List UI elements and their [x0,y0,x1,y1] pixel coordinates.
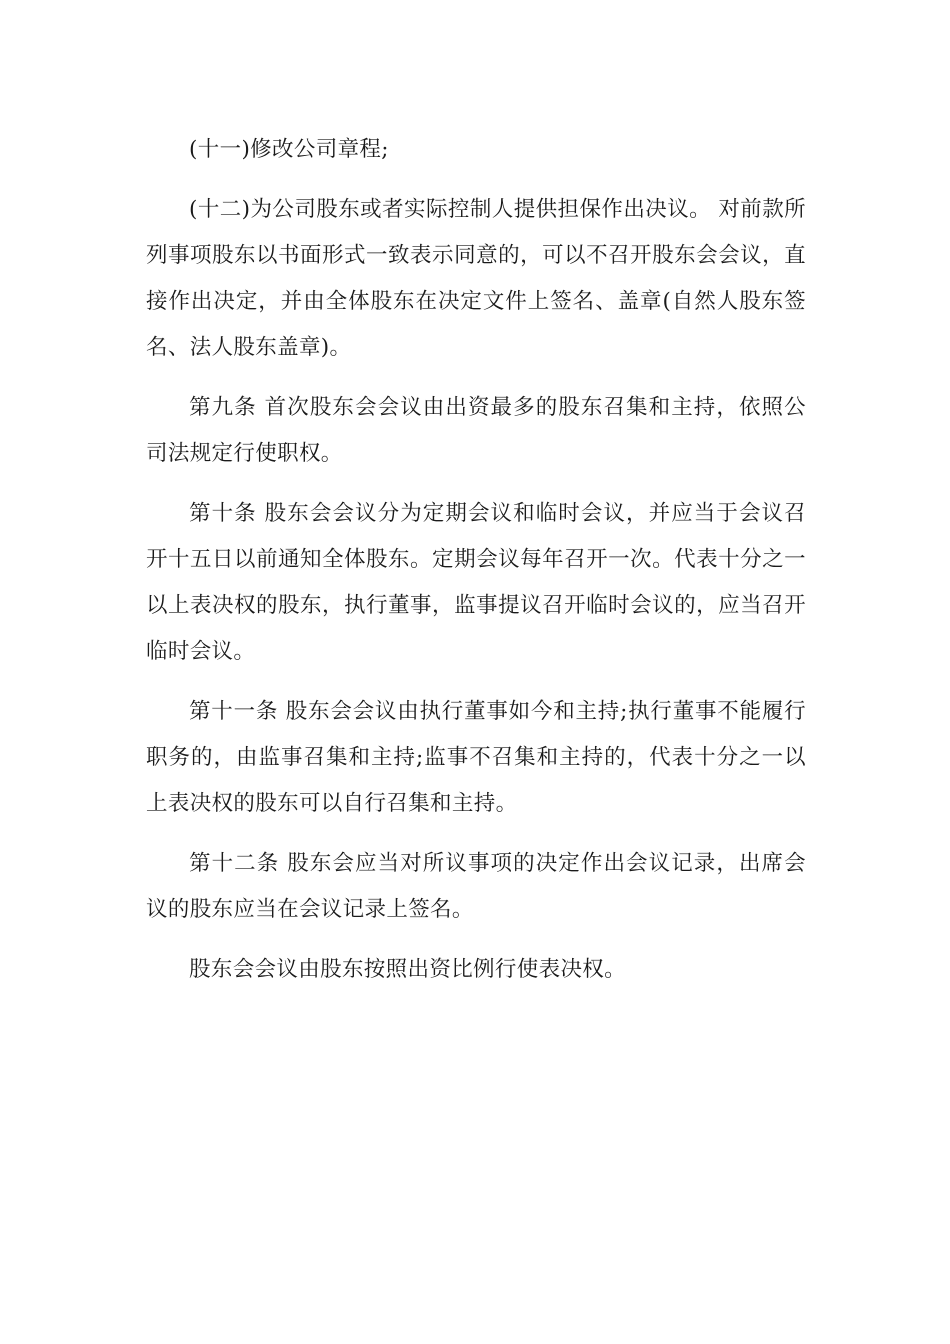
paragraph-article-10: 第十条 股东会会议分为定期会议和临时会议，并应当于会议召开十五日以前通知全体股东。定期会议每年召开一次。代表十分之一以上表决权的股东，执行董事，监事提议召开临时会议的，应当召开临时会议。 [146,501,806,664]
paragraph-item-11: (十一)修改公司章程; [189,137,389,162]
paragraph-article-11: 第十一条 股东会会议由执行董事如今和主持;执行董事不能履行职务的，由监事召集和主持;监事不召集和主持的，代表十分之一以上表决权的股东可以自行召集和主持。 [146,699,806,816]
paragraph-item-12: (十二)为公司股东或者实际控制人提供担保作出决议。 对前款所列事项股东以书面形式一致表示同意的，可以不召开股东会会议，直接作出决定，并由全体股东在决定文件上签名、盖章(自然人股东签名、法人股东盖章)。 [146,197,806,360]
document-body [146,127,806,1007]
paragraph-voting-rights: 股东会会议由股东按照出资比例行使表决权。 [189,957,627,982]
paragraph-article-12: 第十二条 股东会应当对所议事项的决定作出会议记录，出席会议的股东应当在会议记录上签名。 [146,851,806,922]
paragraph-article-9: 第九条 首次股东会会议由出资最多的股东召集和主持，依照公司法规定行使职权。 [146,395,806,466]
